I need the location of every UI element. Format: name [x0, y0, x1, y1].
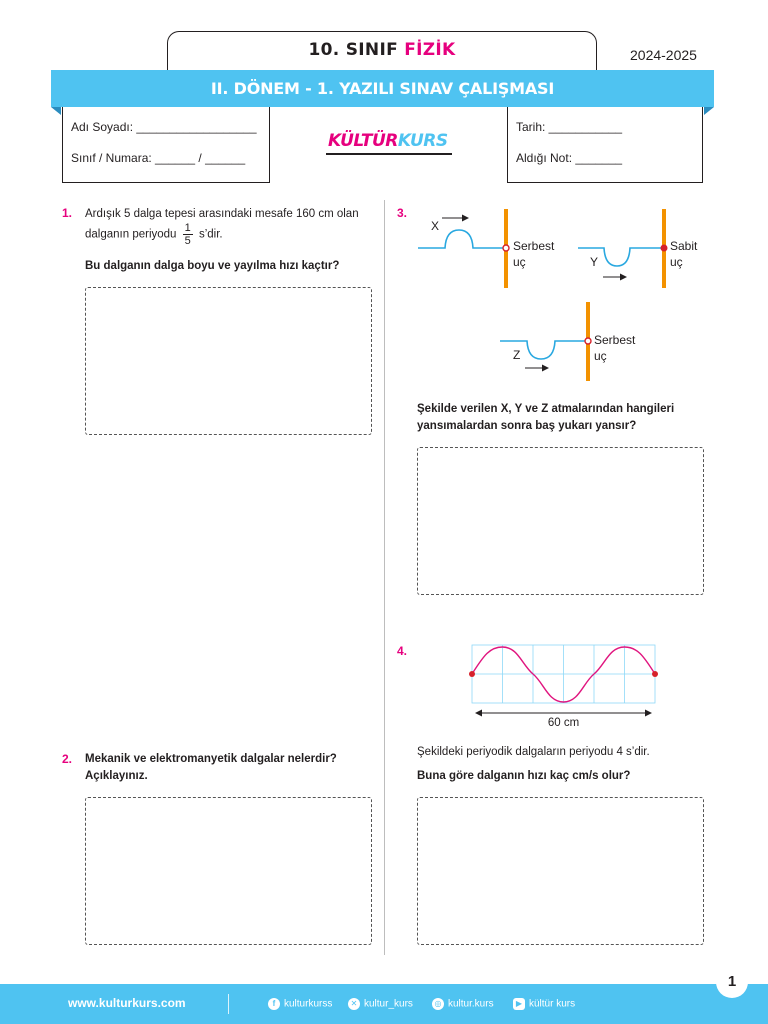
- fixed-end-y: [661, 245, 668, 252]
- reflection-diagram: [410, 200, 710, 390]
- question-1-unit-text: s’dir.: [198, 228, 223, 241]
- length-label: 60 cm: [547, 717, 580, 729]
- question-2-prompt-line-2: Açıklayınız.: [85, 770, 148, 782]
- question-4-answer-box[interactable]: [417, 797, 704, 945]
- x-handle: kultur_kurs: [364, 998, 413, 1010]
- wave-grid: [472, 645, 655, 703]
- facebook-icon: f: [268, 998, 280, 1010]
- question-4-number: 4.: [397, 644, 408, 658]
- fraction-denominator: 5: [184, 235, 191, 247]
- question-1-number: 1.: [62, 206, 73, 220]
- column-divider: [384, 200, 385, 955]
- x-link[interactable]: [348, 998, 413, 1010]
- page-title: [167, 40, 597, 60]
- pulse-z-label: Z: [513, 348, 521, 362]
- facebook-handle: kulturkurss: [284, 998, 333, 1010]
- instagram-link[interactable]: [432, 998, 494, 1010]
- banner-fold-left: [51, 107, 61, 115]
- banner-fold-right: [704, 107, 714, 115]
- pulse-y-label: Y: [590, 255, 599, 269]
- name-field[interactable]: Adı Soyadı: __________________: [71, 120, 257, 134]
- end-y-line-1: Sabit: [670, 239, 698, 253]
- page-number: 1: [716, 966, 748, 998]
- kultur-kurs-logo: [326, 127, 452, 157]
- question-3-prompt-line-1: Şekilde verilen X, Y ve Z atmalarından hangileri: [417, 403, 675, 415]
- free-end-z: [585, 338, 591, 344]
- question-4-text: Şekildeki periyodik dalgaların periyodu 4 s’dir.: [417, 746, 650, 758]
- period-fraction: [183, 222, 193, 247]
- question-1-period-text: dalganın periyodu: [85, 228, 177, 241]
- question-3-prompt-line-2: yansımalardan sonra baş yukarı yansır?: [417, 420, 637, 432]
- wave-start-dot: [469, 671, 475, 677]
- facebook-link[interactable]: [268, 998, 332, 1010]
- pulse-x: [418, 218, 506, 248]
- student-info-box: [62, 107, 270, 183]
- footer-separator: [228, 994, 229, 1014]
- exam-banner: II. DÖNEM - 1. YAZILI SINAV ÇALIŞMASI: [51, 70, 714, 107]
- pulse-x-label: X: [431, 219, 440, 233]
- question-2-prompt-line-1: Mekanik ve elektromanyetik dalgalar nelerdir?: [85, 753, 337, 765]
- grade-field[interactable]: Aldığı Not: _______: [516, 151, 623, 165]
- free-end-x: [503, 245, 509, 251]
- youtube-link[interactable]: [513, 998, 575, 1010]
- end-z-line-2: uç: [594, 349, 607, 363]
- youtube-handle: kültür kurs: [529, 998, 576, 1010]
- class-number-field[interactable]: Sınıf / Numara: ______ / ______: [71, 151, 246, 165]
- question-1-line-1: Ardışık 5 dalga tepesi arasındaki mesafe 160 cm olan: [85, 208, 359, 220]
- wave-diagram: [460, 640, 670, 732]
- question-1-prompt: Bu dalganın dalga boyu ve yayılma hızı kaçtır?: [85, 260, 340, 272]
- question-3-answer-box[interactable]: [417, 447, 704, 595]
- end-y-line-2: uç: [670, 255, 683, 269]
- pulse-z: [500, 341, 588, 368]
- question-1-answer-box[interactable]: [85, 287, 372, 435]
- website-link[interactable]: www.kulturkurs.com: [68, 996, 186, 1010]
- question-1-line-2: [85, 222, 375, 247]
- question-4-prompt: Buna göre dalganın hızı kaç cm/s olur?: [417, 770, 631, 782]
- logo-underline: [326, 153, 452, 155]
- end-x-line-2: uç: [513, 255, 526, 269]
- question-3-number: 3.: [397, 206, 408, 220]
- question-2-answer-box[interactable]: [85, 797, 372, 945]
- instagram-icon: ◎: [432, 998, 444, 1010]
- youtube-icon: ▶: [513, 998, 525, 1010]
- subject-label: FİZİK: [404, 40, 456, 60]
- grade-label: 10. SINIF: [308, 40, 398, 60]
- end-x-line-1: Serbest: [513, 239, 555, 253]
- wave-end-dot: [652, 671, 658, 677]
- pulse-y: [578, 248, 664, 277]
- logo-part-1: KÜLTÜR: [328, 131, 398, 151]
- question-2-number: 2.: [62, 752, 73, 766]
- end-z-line-1: Serbest: [594, 333, 636, 347]
- school-year: 2024-2025: [630, 47, 697, 63]
- date-field[interactable]: Tarih: ___________: [516, 120, 623, 134]
- logo-part-2: KURS: [397, 131, 448, 151]
- x-icon: ✕: [348, 998, 360, 1010]
- exam-info-box: [507, 107, 703, 183]
- instagram-handle: kultur.kurs: [448, 998, 494, 1010]
- fraction-numerator: 1: [184, 222, 191, 234]
